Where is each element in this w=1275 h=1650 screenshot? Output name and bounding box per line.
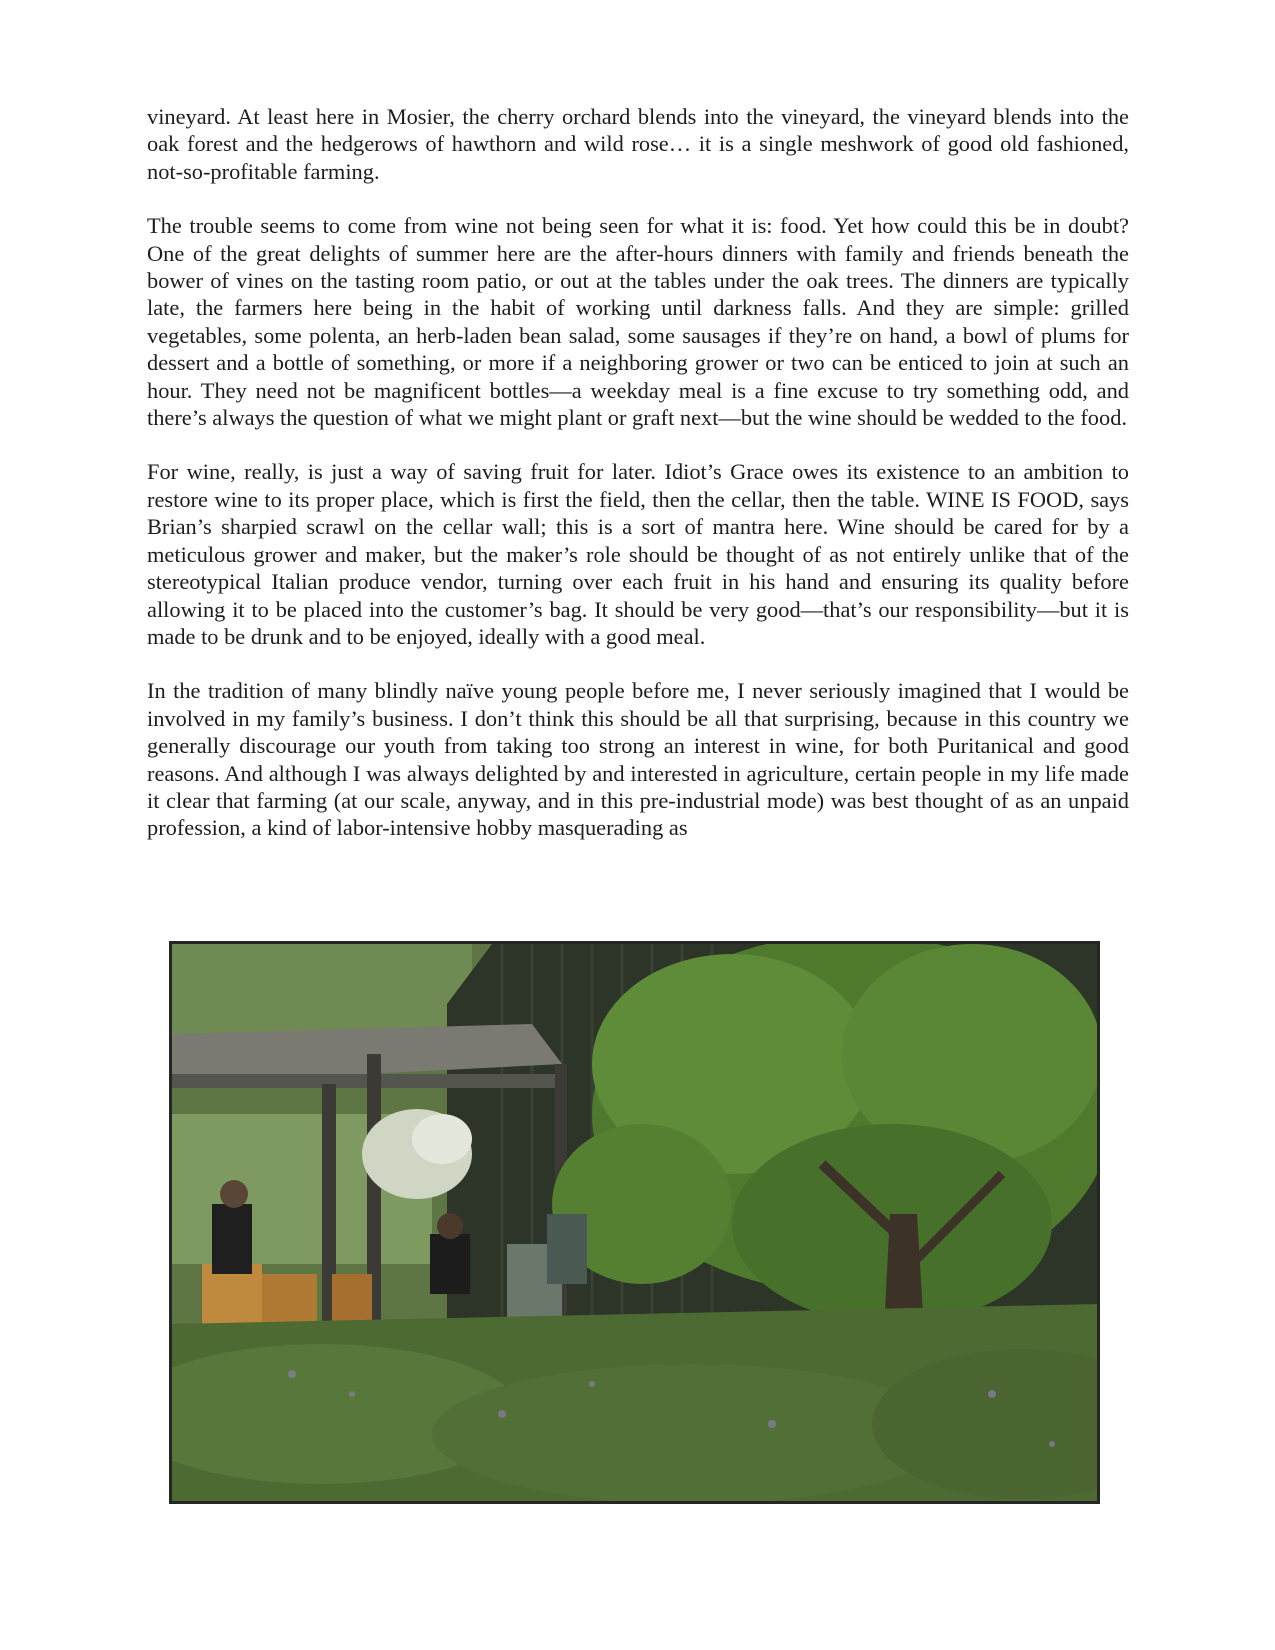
article-body [147, 103, 1129, 842]
paragraph-3: For wine, really, is just a way of saving fruit for later. Idiot’s Grace owes its existence to an ambition to restore wine to its proper place, which is first the field, then the cellar, then the table. WINE IS FOOD, says Brian’s sharpied scrawl on the cellar wall; this is a sort of mantra here. Wine should be cared for by a meticulous grower and maker, but the maker’s role should be thought of as not entirely unlike that of the stereotypical Italian produce vendor, turning over each fruit in his hand and ensuring its quality before allowing it to be placed into the customer’s bag. It should be very good—that’s our responsibility—but it is made to be drunk and to be enjoyed, ideally with a good meal. [147, 459, 1129, 649]
paragraph-2: The trouble seems to come from wine not being seen for what it is: food. Yet how could this be in doubt? One of the great delights of summer here are the after-hours dinners with family and friends beneath the bower of vines on the tasting room patio, or out at the tables under the oak trees. The dinners are typically late, the farmers here being in the habit of working until darkness falls. And they are simple: grilled vegetables, some polenta, an herb-laden bean salad, some sausages if they’re on hand, a bowl of plums for dessert and a bottle of something, or more if a neighboring grower or two can be enticed to join at such an hour. They need not be magnificent bottles—a weekday meal is a fine excuse to try something odd, and there’s always the question of what we might plant or graft next—but the wine should be wedded to the food. [147, 213, 1129, 431]
photograph-icon [172, 944, 1097, 1501]
paragraph-1: vineyard. At least here in Mosier, the cherry orchard blends into the vineyard, the vineyard blends into the oak forest and the hedgerows of hawthorn and wild rose… it is a single meshwork of good old fashioned, not-so-profitable farming. [147, 104, 1129, 184]
paragraph-4: In the tradition of many blindly naïve young people before me, I never seriously imagined that I would be involved in my family’s business. I don’t think this should be all that surprising, because in this country we generally discourage our youth from taking too strong an interest in wine, for both Puritanical and good reasons. And although I was always delighted by and interested in agriculture, certain people in my life made it clear that farming (at our scale, anyway, and in this pre-industrial mode) was best thought of as an unpaid profession, a kind of labor-intensive hobby masquerading as [147, 678, 1129, 841]
patio-photograph [169, 941, 1100, 1504]
